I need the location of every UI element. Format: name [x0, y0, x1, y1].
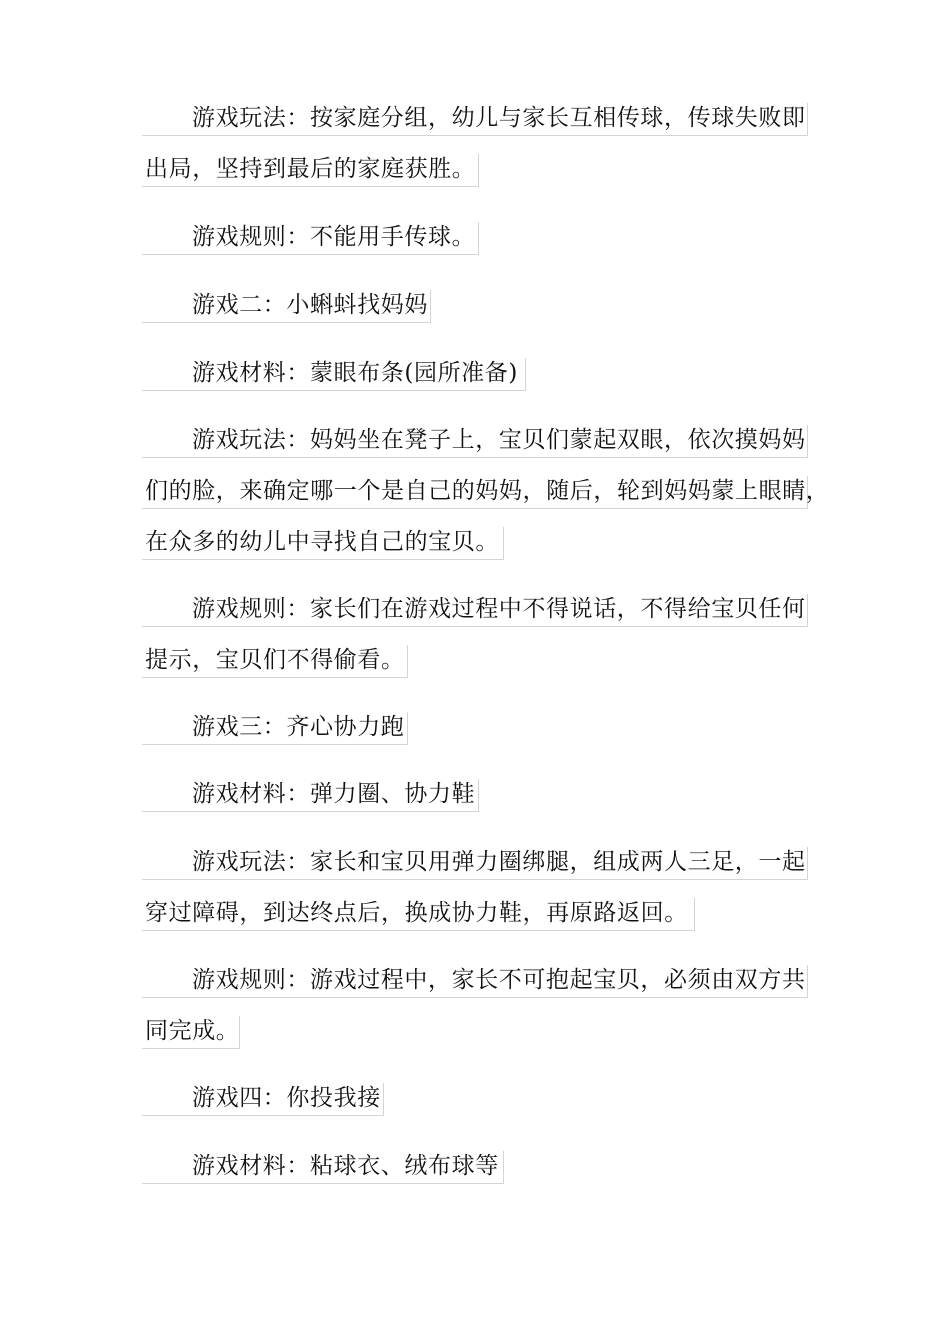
play-rule-3-line-2: 同完成。 [142, 1016, 240, 1049]
game-4-heading: 游戏四：你投我接 [142, 1083, 384, 1116]
play-method-2-line-1: 游戏玩法：妈妈坐在凳子上，宝贝们蒙起双眼，依次摸妈妈 [142, 425, 808, 458]
game-4-materials: 游戏材料：粘球衣、绒布球等 [142, 1151, 504, 1184]
play-rule-2-line-2: 提示，宝贝们不得偷看。 [142, 645, 408, 678]
game-2-materials: 游戏材料：蒙眼布条(园所准备) [142, 358, 526, 391]
play-rule-3-line-1: 游戏规则：游戏过程中，家长不可抱起宝贝，必须由双方共 [142, 965, 808, 998]
game-3-materials: 游戏材料：弹力圈、协力鞋 [142, 779, 479, 812]
play-method-2-line-2: 们的脸，来确定哪一个是自己的妈妈，随后，轮到妈妈蒙上眼睛， [142, 476, 808, 509]
play-method-3-line-1: 游戏玩法：家长和宝贝用弹力圈绑腿，组成两人三足，一起 [142, 847, 808, 880]
play-method-1-line-1: 游戏玩法：按家庭分组，幼儿与家长互相传球，传球失败即 [142, 103, 808, 136]
play-method-1-line-2: 出局，坚持到最后的家庭获胜。 [142, 154, 479, 187]
play-method-2-line-3: 在众多的幼儿中寻找自己的宝贝。 [142, 527, 504, 560]
game-2-heading: 游戏二：小蝌蚪找妈妈 [142, 290, 431, 323]
play-method-3-line-2: 穿过障碍，到达终点后，换成协力鞋，再原路返回。 [142, 898, 695, 931]
play-rule-1: 游戏规则：不能用手传球。 [142, 222, 479, 255]
game-3-heading: 游戏三：齐心协力跑 [142, 712, 408, 745]
play-rule-2-line-1: 游戏规则：家长们在游戏过程中不得说话，不得给宝贝任何 [142, 594, 808, 627]
